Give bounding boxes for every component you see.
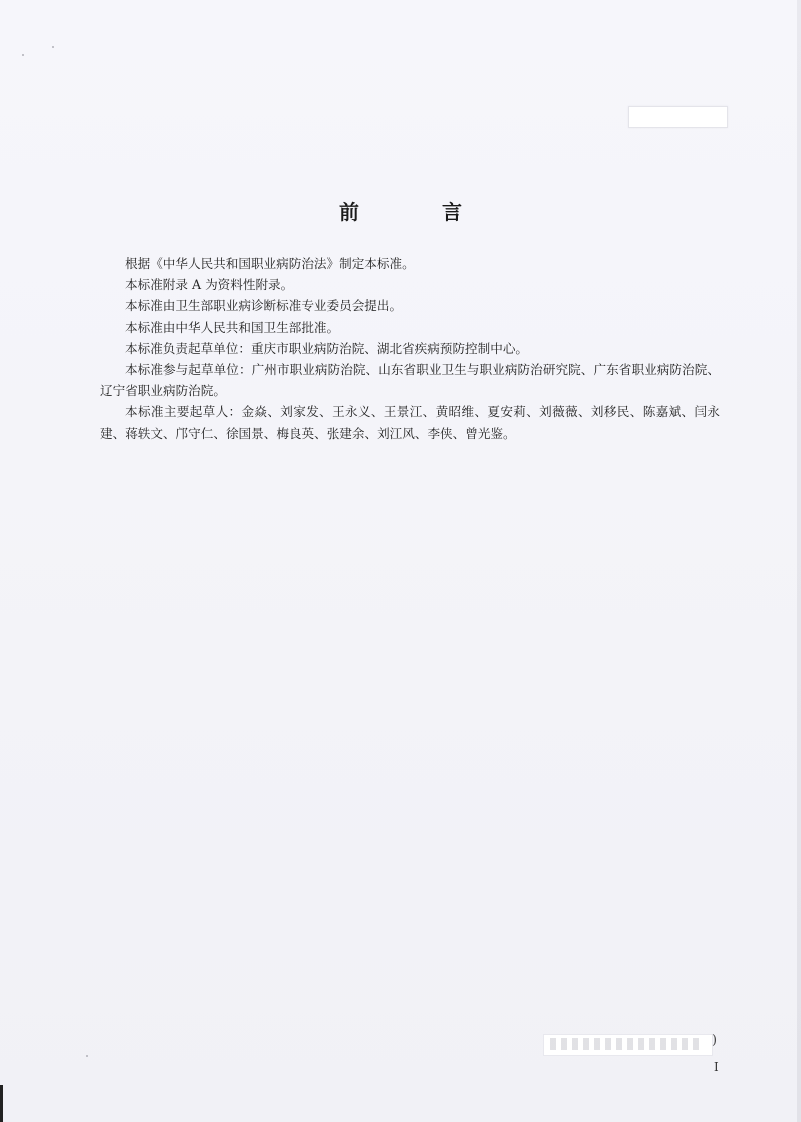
faint-stamp-text	[550, 1038, 700, 1050]
paragraph-5: 本标准负责起草单位：重庆市职业病防治院、湖北省疾病预防控制中心。	[125, 340, 528, 356]
scan-edge-left	[0, 1085, 3, 1122]
paragraph-1: 根据《中华人民共和国职业病防治法》制定本标准。	[125, 256, 415, 271]
stamp-mark: )	[712, 1033, 718, 1048]
paper-stamp-top	[628, 106, 728, 128]
scan-speck	[22, 54, 24, 56]
paragraph-7: 本标准主要起草人：金焱、刘家发、王永义、王景江、黄昭维、夏安莉、刘薇薇、刘移民、陈嘉斌、闫永建、蒋轶文、邝守仁、徐国景、梅良英、张建余、刘江风、李侠、曾光鉴。	[100, 404, 720, 441]
paper-stamp-bottom	[543, 1034, 713, 1056]
paragraph-4: 本标准由中华人民共和国卫生部批准。	[125, 319, 340, 335]
page-title: 前 言	[339, 200, 500, 225]
scan-speck	[86, 1055, 88, 1057]
scan-speck	[52, 46, 54, 48]
scan-edge-right	[797, 0, 801, 1122]
paragraph-2: 本标准附录 A 为资料性附录。	[125, 277, 294, 293]
paragraph-6: 本标准参与起草单位：广州市职业病防治院、山东省职业卫生与职业病防治研究院、广东省职业病防治院、辽宁省职业病防治院。	[100, 362, 720, 399]
page-number: I	[714, 1060, 719, 1074]
document-body	[100, 253, 720, 444]
paragraph-3: 本标准由卫生部职业病诊断标准专业委员会提出。	[125, 298, 403, 314]
